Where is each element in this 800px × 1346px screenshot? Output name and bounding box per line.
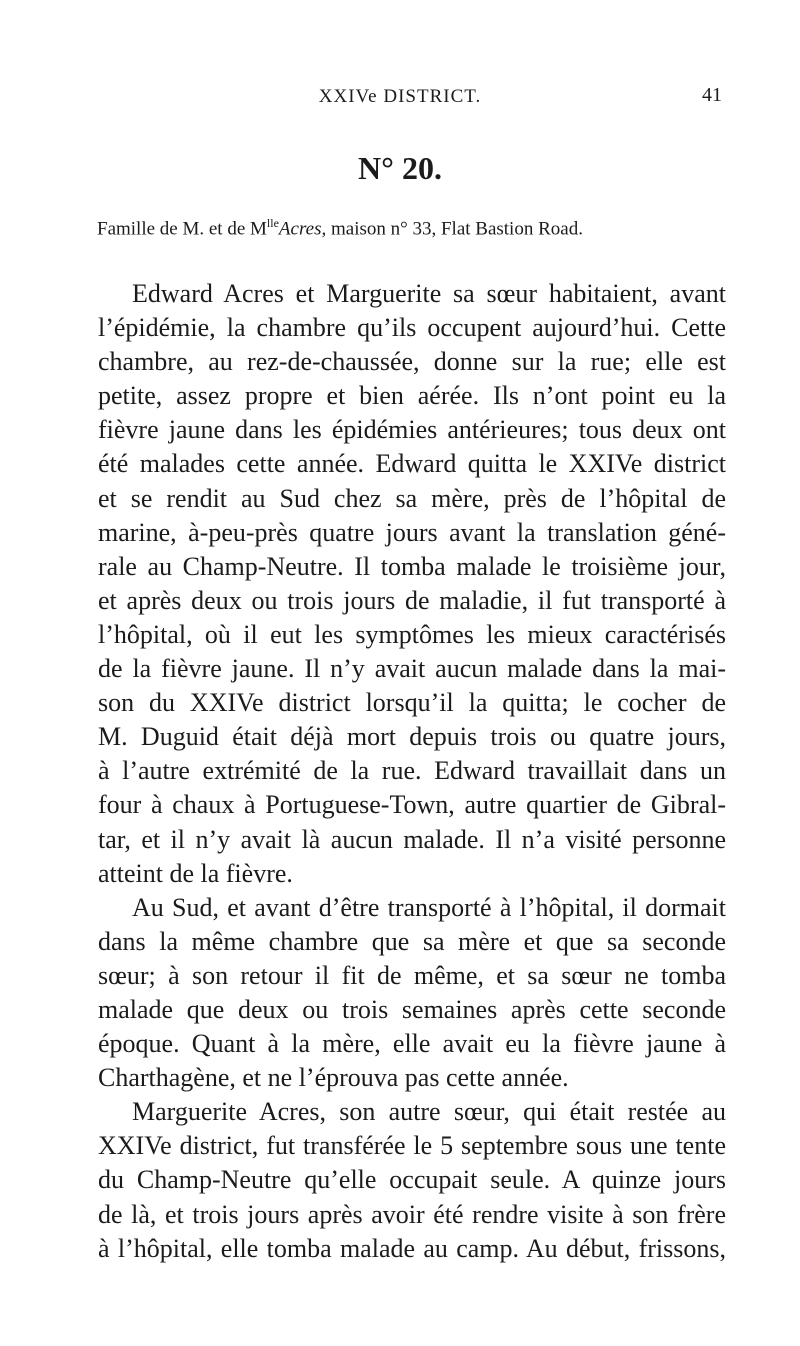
text-line: tar, et il n’y avait là aucun malade. Il n’a visité personne: [98, 824, 726, 854]
text-line: été malades cette année. Edward quitta le XXIVe district: [98, 449, 726, 479]
text-line: petite, assez propre et bien aérée. Ils n’ont point eu la: [98, 381, 726, 411]
text-line: de là, et trois jours après avoir été rendre visite à son frère: [98, 1199, 726, 1229]
text-line: à l’hôpital, elle tomba malade au camp. Au début, frissons,: [98, 1233, 726, 1263]
text-line: Charthagène, et ne l’éprouva pas cette année.: [98, 1063, 569, 1093]
text-line: son du XXIVe district lorsqu’il la quitta; le cocher de: [98, 688, 726, 718]
running-head: XXIVe DISTRICT.: [318, 86, 482, 107]
body-text: [98, 277, 726, 1266]
text-line: chambre, au rez-de-chaussée, donne sur la rue; elle est: [98, 347, 726, 377]
text-line: marine, à-peu-près quatre jours avant la translation géné-: [98, 517, 726, 547]
text-line: et après deux ou trois jours de maladie, il fut transporté à: [98, 585, 726, 615]
caption-title-superscript: lle: [266, 216, 279, 230]
text-line: à l’autre extrémité de la rue. Edward travaillait dans un: [98, 756, 726, 786]
caption-prefix: Famille de M. et de M: [97, 218, 267, 240]
family-caption: [97, 216, 583, 240]
text-line: Marguerite Acres, son autre sœur, qui était restée au: [132, 1097, 726, 1127]
case-number-heading: N° 20.: [358, 150, 442, 186]
text-line: XXIVe district, fut transférée le 5 septembre sous une tente: [98, 1131, 726, 1161]
caption-family-name: Acres,: [278, 218, 327, 240]
text-line: dans la même chambre que sa mère et que sa seconde: [98, 926, 726, 956]
page-number: 41: [702, 84, 722, 106]
text-line: Edward Acres et Marguerite sa sœur habitaient, avant: [132, 279, 726, 308]
text-line: du Champ-Neutre qu’elle occupait seule. A quinze jours: [98, 1165, 726, 1195]
text-line: malade que deux ou trois semaines après cette seconde: [98, 994, 726, 1024]
text-line: de la fièvre jaune. Il n’y avait aucun malade dans la mai-: [98, 654, 726, 684]
text-line: Au Sud, et avant d’être transporté à l’hôpital, il dormait: [132, 892, 726, 922]
text-line: rale au Champ-Neutre. Il tomba malade le troisième jour,: [98, 551, 726, 581]
text-line: l’épidémie, la chambre qu’ils occupent aujourd’hui. Cette: [98, 313, 726, 343]
text-line: l’hôpital, où il eut les symptômes les mieux caractérisés: [98, 619, 726, 649]
text-line: et se rendit au Sud chez sa mère, près de l’hôpital de: [98, 483, 726, 513]
text-line: M. Duguid était déjà mort depuis trois ou quatre jours,: [98, 722, 726, 752]
caption-address: maison n° 33, Flat Bastion Road.: [326, 218, 583, 240]
text-line: four à chaux à Portuguese-Town, autre quartier de Gibral-: [98, 790, 726, 820]
text-line: atteint de la fièvre.: [98, 858, 293, 888]
text-line: époque. Quant à la mère, elle avait eu la fièvre jaune à: [98, 1029, 726, 1059]
text-line: sœur; à son retour il fit de même, et sa sœur ne tomba: [98, 960, 726, 990]
text-line: fièvre jaune dans les épidémies antérieures; tous deux ont: [98, 415, 726, 445]
